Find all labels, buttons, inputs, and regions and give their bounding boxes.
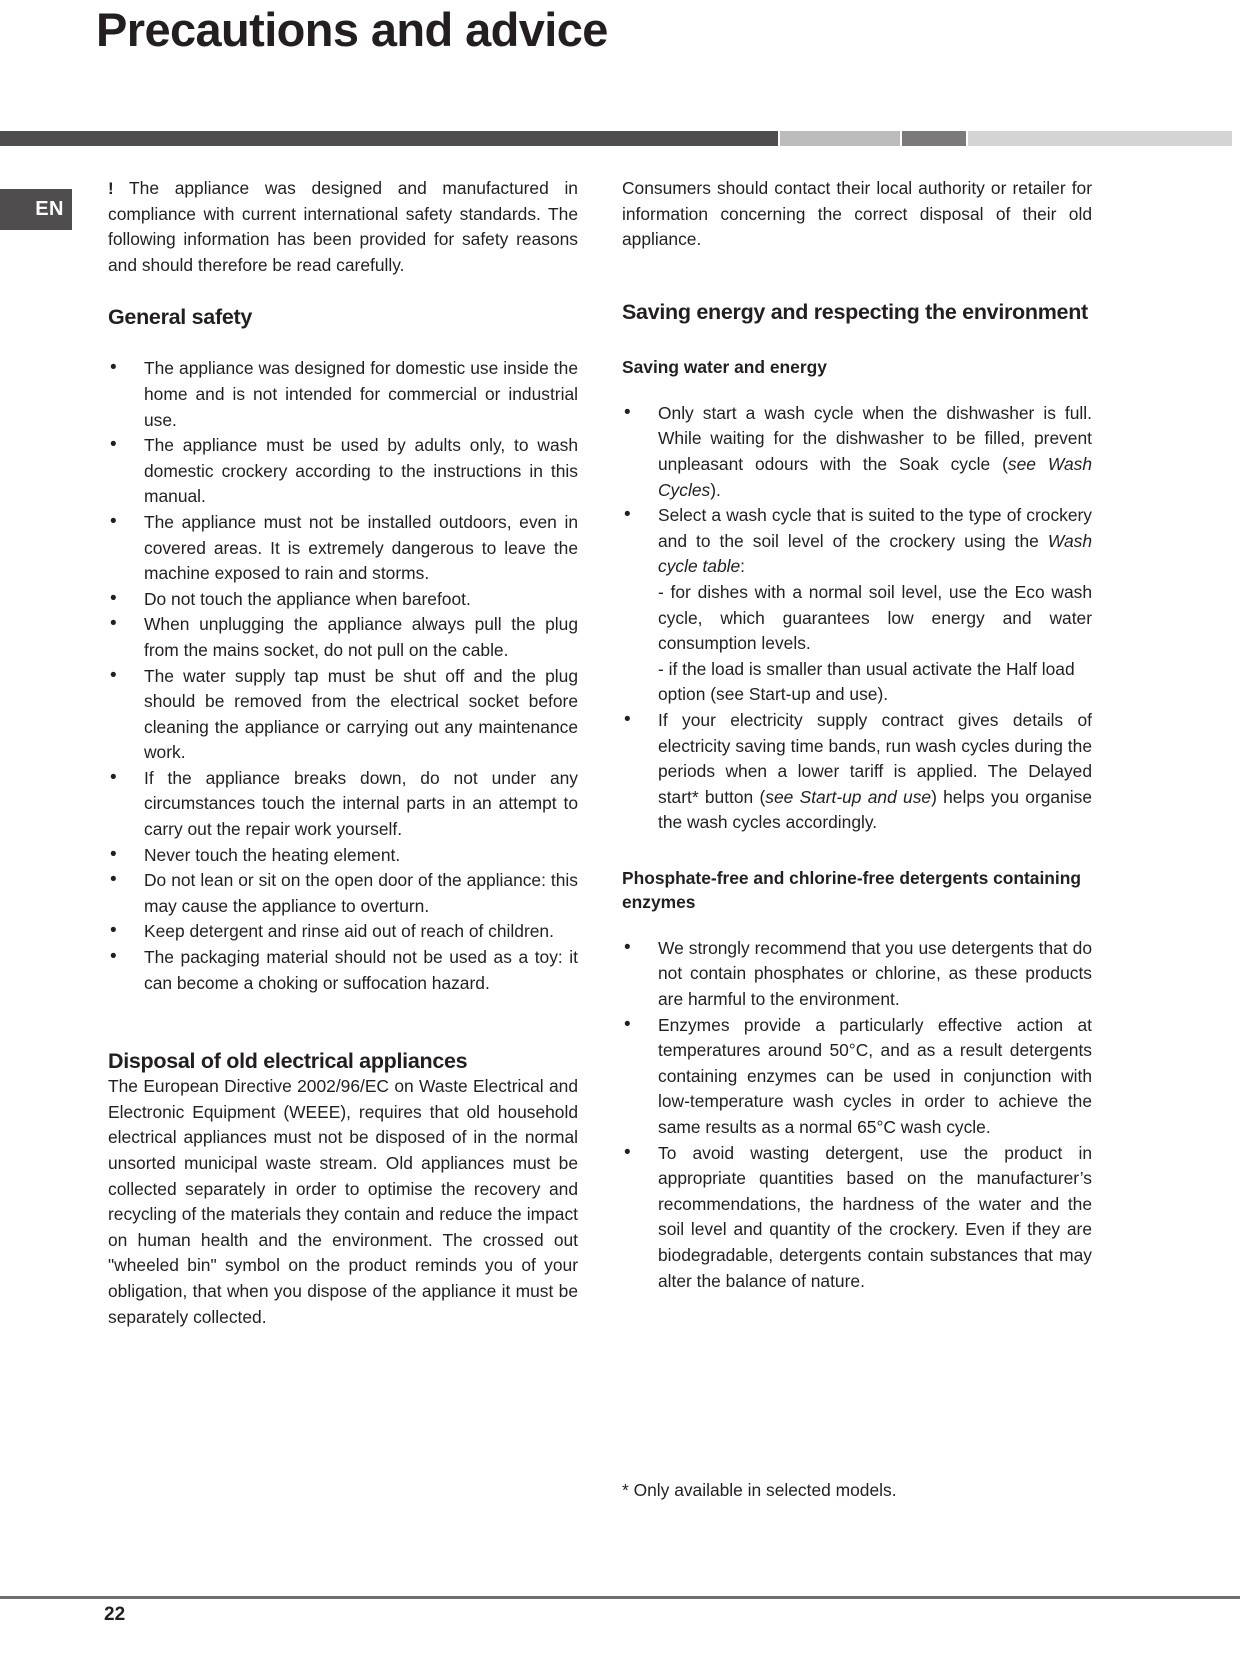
heading-disposal: Disposal of old electrical appliances bbox=[108, 1049, 468, 1074]
list-item: • The appliance must not be installed outdoors, even in covered areas. It is extremely dangerous to leave the machine exposed to rain and storms. bbox=[108, 510, 578, 587]
intro-text: The appliance was designed and manufactured in compliance with current international safety standards. The following information has been provided for safety reasons and should therefore be read carefully. bbox=[108, 178, 578, 275]
left-column bbox=[108, 176, 578, 1330]
bullet-text: Select a wash cycle that is suited to the type of crockery and to the soil level of the crockery using the bbox=[658, 505, 1092, 551]
header-rule-segment-pale bbox=[968, 131, 1232, 146]
list-item: • Never touch the heating element. bbox=[108, 843, 578, 869]
intro-paragraph bbox=[108, 176, 578, 278]
language-tab-label: EN bbox=[35, 198, 64, 220]
footer-rule bbox=[0, 1596, 1240, 1599]
phosphate-free-bullet-list bbox=[622, 936, 1092, 1294]
language-tab bbox=[0, 189, 72, 230]
bullet-subline: - for dishes with a normal soil level, use the Eco wash cycle, which guarantees low energy and water consumption levels. bbox=[658, 581, 1092, 654]
bullet-text-tail: ). bbox=[710, 479, 721, 500]
bullet-text: If your electricity supply contract gives details of electricity saving time bands, run wash cycles during the periods when a lower tariff is applied. The Delayed start* button ( bbox=[658, 709, 1092, 807]
list-item bbox=[622, 708, 1092, 836]
list-item: • The packaging material should not be used as a toy: it can become a choking or suffocation hazard. bbox=[108, 945, 578, 996]
list-item bbox=[622, 503, 1092, 708]
bullet-text-tail: ) helps you organise the wash cycles accordingly. bbox=[658, 786, 1092, 833]
disposal-continued: Consumers should contact their local authority or retailer for information concerning the correct disposal of their old appliance. bbox=[622, 178, 1092, 250]
warning-marker: ! bbox=[108, 179, 114, 198]
list-item: • To avoid wasting detergent, use the product in appropriate quantities based on the manufacturer’s recommendations, the hardness of the water and the soil level and quantity of the crockery. Even if they are biodegradable, detergents contain substances that may alter the balance of nature. bbox=[622, 1141, 1092, 1295]
bullet-italic-ref: Wash cycle table bbox=[658, 530, 1092, 577]
bullet-italic-ref: see Wash Cycles bbox=[658, 453, 1092, 500]
bullet-text-tail: : bbox=[740, 556, 746, 577]
bullet-subline: - if the load is smaller than usual activate the Half load option (see Start-up and use). bbox=[658, 658, 1075, 705]
list-item: • If the appliance breaks down, do not under any circumstances touch the internal parts in an attempt to carry out the repair work yourself. bbox=[108, 766, 578, 843]
list-item: • The appliance must be used by adults only, to wash domestic crockery according to the instructions in this manual. bbox=[108, 433, 578, 510]
header-rule-segment-dark bbox=[0, 131, 778, 146]
heading-saving-energy: Saving energy and respecting the environment bbox=[622, 299, 1088, 324]
footnote: * Only available in selected models. bbox=[622, 1480, 897, 1500]
heading-general-safety: General safety bbox=[108, 305, 252, 330]
list-item: • The water supply tap must be shut off and the plug should be removed from the electrical socket before cleaning the appliance or carrying out any maintenance work. bbox=[108, 664, 578, 766]
subheading-saving-water: Saving water and energy bbox=[622, 356, 827, 377]
list-item: • Enzymes provide a particularly effective action at temperatures around 50°C, and as a result detergents containing enzymes can be used in conjunction with low-temperature wash cycles in order to achieve the same results as a normal 65°C wash cycle. bbox=[622, 1013, 1092, 1141]
list-item: • Do not touch the appliance when barefoot. bbox=[108, 587, 578, 613]
list-item: • We strongly recommend that you use detergents that do not contain phosphates or chlorine, as these products are harmful to the environment. bbox=[622, 936, 1092, 1013]
list-item bbox=[622, 401, 1092, 503]
header-rule-segment-mid bbox=[902, 131, 966, 146]
list-item: • When unplugging the appliance always pull the plug from the mains socket, do not pull on the cable. bbox=[108, 612, 578, 663]
list-item: • Do not lean or sit on the open door of the appliance: this may cause the appliance to overturn. bbox=[108, 868, 578, 919]
bullet-italic-ref: see Start-up and use bbox=[765, 786, 932, 807]
page-number: 22 bbox=[104, 1604, 126, 1625]
list-item: • The appliance was designed for domestic use inside the home and is not intended for commercial or industrial use. bbox=[108, 356, 578, 433]
general-safety-bullet-list bbox=[108, 356, 578, 996]
list-item: • Keep detergent and rinse aid out of reach of children. bbox=[108, 919, 578, 945]
right-column bbox=[622, 176, 1092, 1294]
bullet-text: Only start a wash cycle when the dishwasher is full. While waiting for the dishwasher to be filled, prevent unpleasant odours with the Soak cycle ( bbox=[658, 402, 1092, 474]
header-rule-segment-light bbox=[780, 131, 900, 146]
disposal-body: The European Directive 2002/96/EC on Waste Electrical and Electronic Equipment (WEEE), requires that old household electrical appliances must not be disposed of in the normal unsorted municipal waste stream. Old appliances must be collected separately in order to optimise the recovery and recycling of the materials they contain and reduce the impact on human health and the environment. The crossed out "wheeled bin" symbol on the product reminds you of your obligation, that when you dispose of the appliance it must be separately collected. bbox=[108, 1076, 578, 1327]
page-title: Precautions and advice bbox=[96, 3, 608, 56]
subheading-phosphate-free: Phosphate-free and chlorine-free detergents containing enzymes bbox=[622, 867, 1081, 912]
saving-water-bullet-list bbox=[622, 401, 1092, 836]
